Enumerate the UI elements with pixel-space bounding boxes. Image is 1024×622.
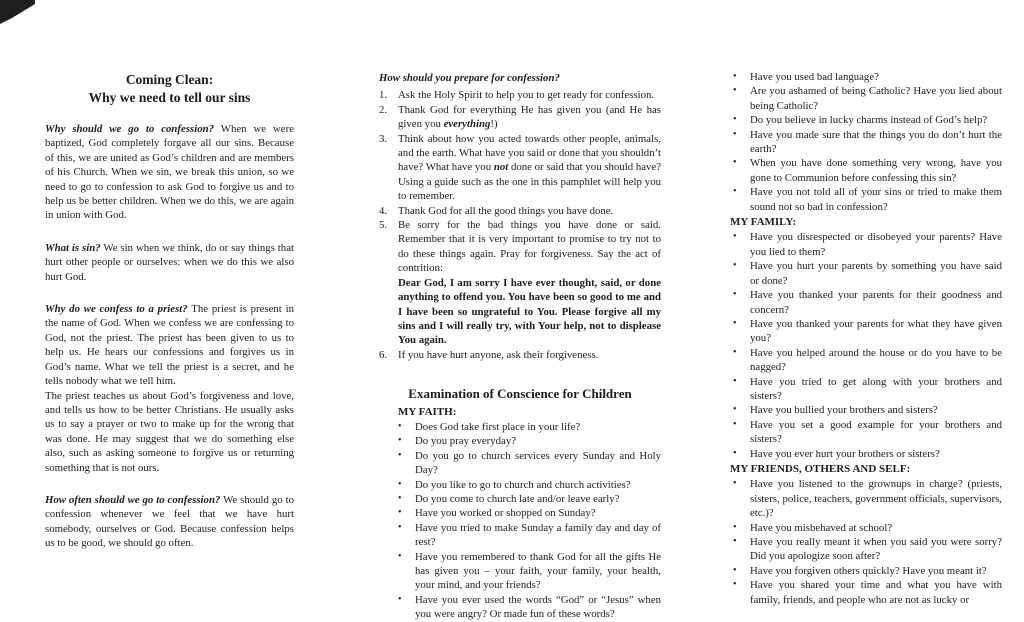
item-text-pre: Thank God for everything He has given you (and He has given you — [398, 103, 661, 131]
question-text: Have you tried to make Sunday a family day and day of rest? — [415, 521, 661, 549]
bullet-glyph: • — [733, 71, 737, 82]
act-of-contrition: Dear God, I am sorry I have ever thought, said, or done anything to offend you. You have been so good to me and I have been so ungrateful to You. Please forgive all my sins and I will really try, with Your help, not to displease You again. — [398, 276, 661, 347]
bullet-glyph: • — [733, 128, 737, 140]
question-item — [733, 259, 1002, 288]
paragraph-priest-teaches — [45, 389, 294, 475]
prepare-heading: How should you prepare for confession? — [379, 72, 560, 84]
question-text: Have you really meant it when you said you were sorry? Did you apologize soon after? — [750, 536, 1002, 563]
question-item — [733, 447, 1002, 461]
bullet-glyph: • — [733, 317, 737, 329]
question-item — [398, 506, 661, 520]
question-text: Does God take first place in your life? — [415, 420, 581, 433]
title-line-1: Coming Clean: — [125, 72, 214, 87]
item-number: 2. — [379, 103, 388, 116]
item-text-pre: Think about how you acted towards other people, animals, and the earth. What have you said or done that you shouldn’t have? What have you — [398, 132, 661, 174]
bullet-glyph: • — [733, 85, 737, 97]
my-friends-label: MY FRIENDS, OTHERS AND SELF: — [730, 462, 911, 475]
bullet-glyph: • — [733, 564, 737, 576]
item-text — [398, 204, 661, 218]
bullet-glyph: • — [398, 492, 402, 504]
paragraph-lead: What is sin? — [45, 241, 101, 254]
question-item — [398, 420, 661, 434]
bullet-glyph: • — [733, 186, 737, 198]
bullet-glyph: • — [733, 521, 737, 533]
paragraph-why-confession — [45, 122, 294, 223]
numbered-item — [379, 218, 661, 348]
question-text: Do you pray everyday? — [415, 435, 517, 448]
question-text: Have you ever used the words “God” or “Jesus” when you were angry? Or made fun of these words? — [415, 593, 661, 621]
question-item — [733, 288, 1002, 317]
question-item — [733, 230, 1002, 259]
question-text: Have you bullied your brothers and sisters? — [750, 404, 938, 417]
my-family-list — [730, 230, 1002, 461]
my-friends-list — [730, 477, 1002, 607]
question-text: Have you misbehaved at school? — [750, 521, 893, 534]
paragraph-text: The priest teaches us about God’s forgiveness and love, and tells us how to be better Christians. He usually asks us to say a prayer or two to make up for the wrong that was done. He may suggest that we do something else also, such as asking someone to forgive us or returning something that is not ours. — [45, 389, 294, 474]
question-item — [733, 578, 1002, 607]
question-text: Have you thanked your parents for what they have given you? — [750, 317, 1002, 345]
item-text-pre: Thank God for all the good things you have done. — [398, 204, 614, 217]
question-text: Do you like to go to church and church activities? — [415, 478, 631, 491]
question-item — [398, 521, 661, 550]
column-left — [45, 71, 294, 569]
item-number: 5. — [379, 219, 388, 232]
question-item — [398, 434, 661, 448]
item-text — [398, 218, 661, 348]
scan-artifact-corner-mark — [0, 0, 40, 32]
question-text: Have you disrespected or disobeyed your parents? Have you lied to them? — [750, 231, 1002, 258]
bullet-glyph: • — [733, 447, 737, 459]
bullet-glyph: • — [398, 550, 402, 562]
question-item — [733, 564, 1002, 578]
paragraph-lead: Why should we go to confession? — [45, 123, 215, 135]
item-text-pre: Be sorry for the bad things you have done or said. Remember that it is very important to promise to try not to do these things again. Pray for forgiveness. Say the act of contrition: — [398, 219, 661, 275]
paragraph-confess-to-priest — [45, 302, 294, 388]
item-number: 6. — [379, 348, 388, 361]
bullet-glyph: • — [398, 478, 402, 490]
item-text-emphasis: not — [493, 161, 509, 174]
paragraph-text: The priest is present in the name of God. When we confess we are confessing to God, not the priest. The priest has been given to us to help us. He hears our confessions and forgives us in God’s name. What we tell the priest is a secret, and he tells nobody what we tell him. — [45, 303, 294, 388]
numbered-item — [379, 348, 661, 362]
question-item — [733, 156, 1002, 185]
item-text — [398, 88, 661, 102]
bullet-glyph: • — [733, 536, 737, 547]
question-text: Have you helped around the house or do you have to be nagged? — [750, 346, 1002, 374]
my-faith-list-continued — [730, 70, 1002, 214]
paragraph-text: We sin when we think, do or say things that hurt other people or ourselves: when we do this we also hurt God. — [45, 241, 294, 283]
item-number: 1. — [379, 89, 388, 102]
numbered-item — [379, 103, 661, 132]
question-item — [398, 449, 661, 478]
question-text: Have you remembered to thank God for all the gifts He has given you – your faith, your family, your health, your mind, and your friends? — [415, 550, 661, 592]
paragraph-what-is-sin — [45, 241, 294, 284]
paragraph-lead: How often should we go to confession? — [45, 493, 221, 506]
bullet-glyph: • — [733, 157, 737, 169]
item-number: 3. — [379, 132, 388, 145]
column-right — [730, 70, 1002, 607]
question-text: Have you hurt your parents by something you have said or done? — [750, 260, 1002, 287]
bullet-glyph: • — [398, 521, 402, 533]
bullet-glyph: • — [733, 579, 737, 591]
numbered-item — [379, 88, 661, 102]
bullet-glyph: • — [398, 593, 402, 605]
bullet-glyph: • — [733, 478, 737, 490]
question-text: Have you not told all of your sins or tried to make them sound not so bad in confession? — [750, 186, 1002, 213]
question-text: Do you come to church late and/or leave early? — [415, 492, 620, 505]
question-item — [398, 550, 661, 593]
question-text: Do you go to church services every Sunday and Holy Day? — [415, 449, 661, 477]
column-middle — [379, 71, 661, 622]
item-number: 4. — [379, 204, 388, 217]
question-text: Have you listened to the grownups in charge? (priests, sisters, police, teachers, government officials, supervisors, etc.)? — [750, 478, 1002, 520]
my-faith-list — [379, 420, 661, 622]
numbered-item — [379, 132, 661, 204]
paragraph-lead: Why do we confess to a priest? — [45, 303, 188, 316]
item-text — [398, 103, 661, 132]
title-line-2: Why we need to tell our sins — [88, 90, 251, 105]
bullet-glyph: • — [733, 404, 737, 416]
question-text: Have you forgiven others quickly? Have you meant it? — [750, 564, 987, 577]
question-text: Have you set a good example for your brothers and sisters? — [750, 418, 1002, 446]
preparation-steps-list — [379, 88, 661, 362]
question-text: Have you worked or shopped on Sunday? — [415, 507, 596, 520]
paragraph-how-often — [45, 493, 294, 551]
item-text-emphasis: everything — [443, 118, 491, 131]
bullet-glyph: • — [398, 435, 402, 447]
question-item — [398, 492, 661, 506]
question-item — [733, 185, 1002, 214]
item-text — [398, 132, 661, 204]
question-item — [733, 70, 1002, 84]
question-item — [733, 113, 1002, 127]
bullet-glyph: • — [733, 346, 737, 358]
item-text-pre: Ask the Holy Spirit to help you to get ready for confession. — [398, 89, 655, 102]
examination-heading: Examination of Conscience for Children — [408, 386, 632, 402]
question-text: Have you tried to get along with your brothers and sisters? — [750, 375, 1002, 402]
item-text-post: done or said that you should have? Using a guide such as the one in this pamphlet will help you to remember. — [398, 161, 662, 203]
question-item — [733, 477, 1002, 520]
bullet-glyph: • — [733, 260, 737, 272]
question-text: Do you believe in lucky charms instead of God’s help? — [750, 114, 988, 127]
bullet-glyph: • — [733, 231, 737, 243]
question-text: When you have done something very wrong, have you gone to Communion before confessing this sin? — [750, 157, 1002, 184]
bullet-glyph: • — [398, 449, 402, 461]
paragraph-text: When we were baptized, God completely forgave all our sins. Because of this, we are united as God’s children and are members of his Church. When we sin, we break this union, so we need to go to confession to ask God to forgive us and to help us be better children. When we do this, we are again in union with God. — [45, 123, 294, 222]
question-item — [733, 535, 1002, 564]
question-item — [733, 317, 1002, 346]
question-text: Have you made sure that the things you do don’t hurt the earth? — [750, 128, 1002, 156]
question-text: Have you ever hurt your brothers or sisters? — [750, 447, 940, 460]
question-item — [733, 521, 1002, 535]
bullet-glyph: • — [398, 507, 402, 519]
bullet-glyph: • — [398, 420, 402, 432]
item-text-post: !) — [490, 118, 498, 131]
question-item — [733, 375, 1002, 404]
bullet-glyph: • — [733, 418, 737, 430]
question-item — [733, 128, 1002, 157]
question-text: Have you shared your time and what you have with family, friends, and people who are not as lucky or — [750, 579, 1002, 606]
bullet-glyph: • — [733, 114, 737, 126]
question-item — [733, 346, 1002, 375]
question-item — [398, 478, 661, 492]
question-item — [733, 418, 1002, 447]
my-family-label: MY FAMILY: — [730, 216, 797, 229]
bullet-glyph: • — [733, 289, 737, 301]
question-item — [398, 593, 661, 622]
bullet-glyph: • — [733, 375, 737, 387]
question-item — [733, 84, 1002, 113]
question-text: Have you used bad language? — [750, 71, 879, 83]
paragraph-text: We should go to confession whenever we feel that we have hurt somebody, ourselves or God. Because confession helps us to be good, we should go often. — [45, 493, 294, 550]
question-item — [733, 403, 1002, 417]
item-text — [398, 348, 661, 362]
page-title — [45, 71, 294, 107]
item-text-pre: If you have hurt anyone, ask their forgiveness. — [398, 348, 599, 361]
numbered-item — [379, 204, 661, 218]
question-text: Are you ashamed of being Catholic? Have you lied about being Catholic? — [750, 85, 1002, 112]
my-faith-label: MY FAITH: — [398, 405, 457, 418]
question-text: Have you thanked your parents for their goodness and concern? — [750, 289, 1002, 316]
